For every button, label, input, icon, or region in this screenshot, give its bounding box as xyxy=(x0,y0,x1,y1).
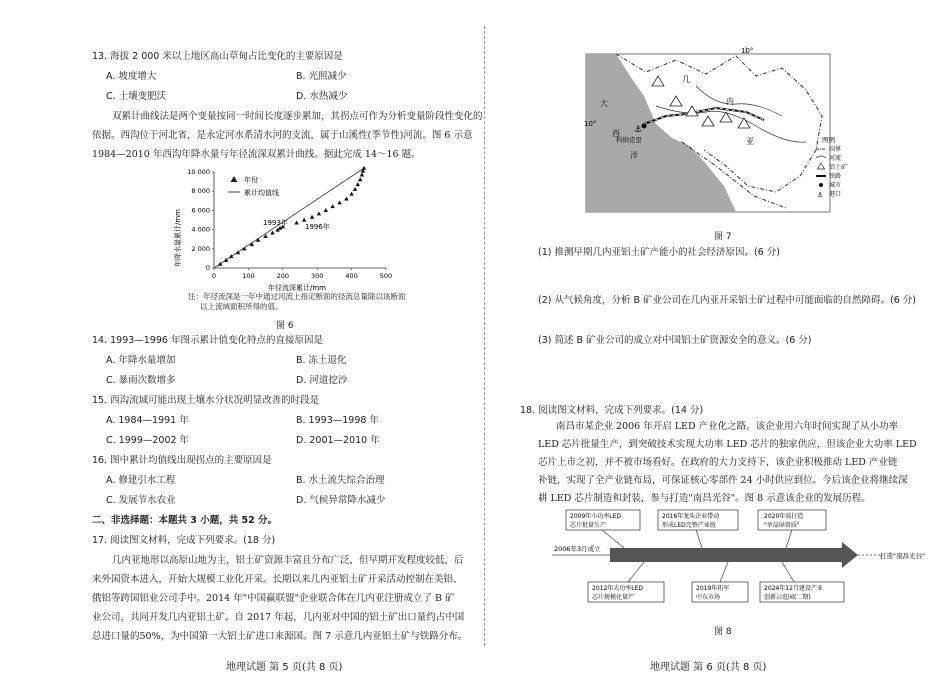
x-tick-label: 400 xyxy=(345,272,358,280)
q18-stem: 18. 阅读图文材料，完成下列要求。(14 分) xyxy=(520,405,704,416)
milestone-2012-line-2: 芯片规模化量产 xyxy=(592,594,635,601)
city-label: 科纳克里 xyxy=(616,136,642,144)
q18-line-5: 耕 LED 芯片制造和封装，参与打造"南昌光谷"。图 8 示意该企业的发展历程。 xyxy=(538,493,871,504)
data-point xyxy=(229,254,233,258)
intro-line-1: 双累计曲线法是两个变量按同一时间长度逐步累加，其拐点可作为分析变量阶段性变化的 xyxy=(112,111,483,122)
y-tick-label: 2 000 xyxy=(191,244,210,253)
q13-stem: 13. 海拔 2 000 米以上地区高山草甸占比变化的主要原因是 xyxy=(92,51,343,62)
milestone-2024 xyxy=(760,582,844,602)
y-tick-label: 6 000 xyxy=(191,206,210,215)
q13-option-d: D. 水热减少 xyxy=(296,91,348,102)
milestone-2019-line-2: 中东市场 xyxy=(696,594,721,601)
timeline-end: 打造"南昌光谷" xyxy=(880,552,925,560)
milestone-2020 xyxy=(758,510,826,530)
x-tick-label: 300 xyxy=(310,272,324,280)
fig6-note-1: 注：年径流深是一年中通过河流上指定断面的径流总量除以该断面 xyxy=(188,292,406,301)
q17-part-2: (2) 从气候角度，分析 B 矿业公司在几内亚开采铝土矿过程中可能面临的自然障碍。(6 分) xyxy=(538,295,917,306)
milestone-2012 xyxy=(588,582,664,602)
country-label-ji: 几 xyxy=(682,75,690,84)
q18-line-1: 南昌市某企业 2006 年开启 LED 产业化之路。该企业用六年时间实现了从小功率 xyxy=(556,421,899,432)
data-point xyxy=(337,200,341,204)
legend-triangle-icon xyxy=(231,176,238,182)
q16-stem: 16. 图中累计均值线出现拐点的主要原因是 xyxy=(92,455,272,466)
section-2-heading: 二、非选择题：本题共 3 小题，共 52 分。 xyxy=(92,515,278,526)
milestone-2009 xyxy=(566,510,640,530)
lon-label: 10° xyxy=(741,47,754,55)
data-point xyxy=(356,182,360,186)
legend-line-label: 累计均值线 xyxy=(244,189,279,197)
cumulative-mean-line xyxy=(214,168,364,268)
q16-option-d: D. 气候异常降水减少 xyxy=(296,495,386,506)
q17-part-3: (3) 简述 B 矿业公司的成立对中国铝土矿资源安全的意义。(6 分) xyxy=(538,335,812,346)
q16-option-b: B. 水土流失综合治理 xyxy=(296,475,385,486)
milestone-2009-line-1: 2009年小功率LED xyxy=(570,513,622,520)
q18-line-3: 芯片上市之初，并不被市场看好。在政府的大力支持下，该企业积极推动 LED 产业链 xyxy=(538,457,898,468)
q14-option-c: C. 暴雨次数增多 xyxy=(106,375,176,386)
fig6-caption: 图 6 xyxy=(276,321,294,331)
figure-6-chart xyxy=(170,162,410,312)
mean-line xyxy=(214,168,364,268)
milestone-2016 xyxy=(658,510,738,530)
y-tick-label: 8 000 xyxy=(191,187,210,196)
data-point xyxy=(358,177,362,181)
q17-line-4: 业公司，共同开发几内亚铝土矿。自 2017 年起，几内亚对中国的铝土矿出口量约占中国 xyxy=(92,612,465,623)
legend-railway: 铁路 xyxy=(829,173,842,180)
port-icon: ⚓ xyxy=(634,125,643,135)
q14-option-d: D. 河道挖沙 xyxy=(296,375,348,386)
milestone-2019-line-1: 2019年拓军 xyxy=(696,585,730,592)
data-point xyxy=(302,218,306,222)
left-footer: 地理试题 第 5 页(共 8 页) xyxy=(226,662,343,673)
fig7-caption: 图 7 xyxy=(714,232,732,242)
x-axis-label: 年径流深累计/mm xyxy=(268,284,326,292)
intro-line-2: 依据。西沟位于河北省，是永定河水系清水河的支流，属于山溪性(季节性)河流。图 6 示意 xyxy=(92,130,473,141)
timeline-start: 2006年3月成立 xyxy=(554,545,601,553)
chart-legend xyxy=(228,175,279,197)
y-tick-label: 4 000 xyxy=(191,225,210,234)
q14-stem: 14. 1993—1996 年图示累计值变化特点的直接原因是 xyxy=(92,335,324,346)
q15-option-c: C. 1999—2002 年 xyxy=(106,435,190,446)
q13-option-a: A. 坡度增大 xyxy=(106,71,157,82)
data-point xyxy=(317,211,321,215)
y-tick-label: 0 xyxy=(205,264,210,272)
q17-stem: 17. 阅读图文材料，完成下列要求。(18 分) xyxy=(92,535,276,546)
figure-8-timeline xyxy=(524,508,924,618)
legend-points-label: 年份 xyxy=(244,176,258,184)
data-point xyxy=(344,196,348,200)
data-point xyxy=(294,220,298,224)
ocean-label-da: 大 xyxy=(600,99,608,108)
data-point xyxy=(324,208,328,212)
q15-option-a: A. 1984—1991 年 xyxy=(106,415,189,426)
milestone-2024-line-1: 2024年12月建设产业 xyxy=(764,585,823,592)
q17-line-3: 俄铝等跨国铝业公司手中。2014 年"中国赢联盟"企业联合体在几内亚注册成立了 B 矿 xyxy=(92,593,455,604)
milestone-2012-line-1: 2012年大功率LED xyxy=(592,585,644,592)
country-label-ya: 亚 xyxy=(746,137,754,146)
legend-port-icon: ⚓ xyxy=(817,191,824,199)
x-tick-label: 500 xyxy=(379,272,393,280)
data-point xyxy=(310,215,314,219)
milestone-2019 xyxy=(692,582,748,602)
right-page xyxy=(484,0,950,688)
q13-option-b: B. 光照减少 xyxy=(296,71,347,82)
chart-ticks xyxy=(187,168,392,280)
intro-line-3: 1984—2010 年西沟年降水量与年径流深双累计曲线。据此完成 14～16 题。 xyxy=(92,149,421,160)
y-axis-label: 年降水量累计/mm xyxy=(174,209,182,267)
x-tick-label: 200 xyxy=(276,272,290,280)
data-point xyxy=(349,192,353,196)
ocean-label-yang: 洋 xyxy=(630,151,638,160)
label-1996: 1996年 xyxy=(305,223,330,231)
milestone-2020-line-1: 2020年获打造 xyxy=(764,513,804,520)
lat-label: 10° xyxy=(584,120,597,128)
data-point xyxy=(353,187,357,191)
q14-option-b: B. 冻土退化 xyxy=(296,355,347,366)
legend-bauxite: 铝土矿 xyxy=(829,164,848,171)
label-1993: 1993年 xyxy=(263,219,288,227)
q13-option-c: C. 土壤变肥沃 xyxy=(106,91,167,102)
figure-7-map xyxy=(586,46,866,226)
right-footer: 地理试题 第 6 页(共 8 页) xyxy=(650,662,767,673)
q17-part-1: (1) 推测早期几内亚铝土矿产能小的社会经济原因。(6 分) xyxy=(538,247,780,258)
country-label-nei: 内 xyxy=(726,97,734,106)
data-point xyxy=(270,231,274,235)
q18-line-2: LED 芯片批量生产，到突破技术实现大功率 LED 芯片的独家供应，但该企业大功率 LED xyxy=(538,439,917,450)
data-point xyxy=(330,204,334,208)
milestone-2016-line-1: 2016年龙头企业带动 xyxy=(662,513,720,520)
q15-option-b: B. 1993—1998 年 xyxy=(296,415,379,426)
q17-line-2: 来外国资本进入，开始大规模工业化开采。长期以来几内亚铝土矿开采活动控制在美铝、 xyxy=(92,574,463,585)
q18-line-4: 补链，实现了全产业链布局，可保证核心零部件 24 小时供应到位。今后该企业将继续深 xyxy=(538,475,908,486)
legend-title: 图例 xyxy=(822,136,835,144)
ocean-label-xi: 西 xyxy=(612,129,620,138)
q16-option-a: A. 修建引水工程 xyxy=(106,475,176,486)
q15-stem: 15. 西沟流域可能出现土壤水分状况明显改善的时段是 xyxy=(92,395,320,406)
city-icon xyxy=(642,124,647,129)
y-tick-label: 10 000 xyxy=(187,168,210,176)
legend-city: 城市 xyxy=(829,182,842,189)
q17-line-5: 总进口量的50%，为中国第一大铝土矿进口来源国。图 7 示意几内亚铝土矿与铁路分布。 xyxy=(92,631,468,642)
q16-option-c: C. 发展节水农业 xyxy=(106,495,176,506)
milestone-2016-line-2: 形成LED完整产业链 xyxy=(662,522,716,529)
milestone-2020-line-2: "单晶屏资质" xyxy=(764,522,800,529)
q15-option-d: D. 2001—2010 年 xyxy=(296,435,380,446)
legend-port: 港口 xyxy=(829,191,842,198)
legend-river: 河流 xyxy=(829,155,842,162)
q14-option-a: A. 年降水量增加 xyxy=(106,355,176,366)
x-tick-label: 100 xyxy=(242,272,255,280)
milestone-2009-line-2: 芯片批量生产 xyxy=(570,522,607,529)
fig8-caption: 图 8 xyxy=(714,627,732,637)
data-point xyxy=(362,166,366,170)
fig6-note-2: 以上流域面积所得的值。 xyxy=(200,302,283,311)
data-point xyxy=(360,172,364,176)
timeline-arrow xyxy=(610,542,858,568)
legend-border: 国界 xyxy=(829,146,842,153)
x-tick-label: 0 xyxy=(211,272,217,280)
milestone-2024-line-2: 创新示范园(二期) xyxy=(764,594,811,601)
q17-line-1: 几内亚地形以高原山地为主，铝土矿资源丰富且分布广泛，但早期开发程度较低，后 xyxy=(112,555,464,566)
